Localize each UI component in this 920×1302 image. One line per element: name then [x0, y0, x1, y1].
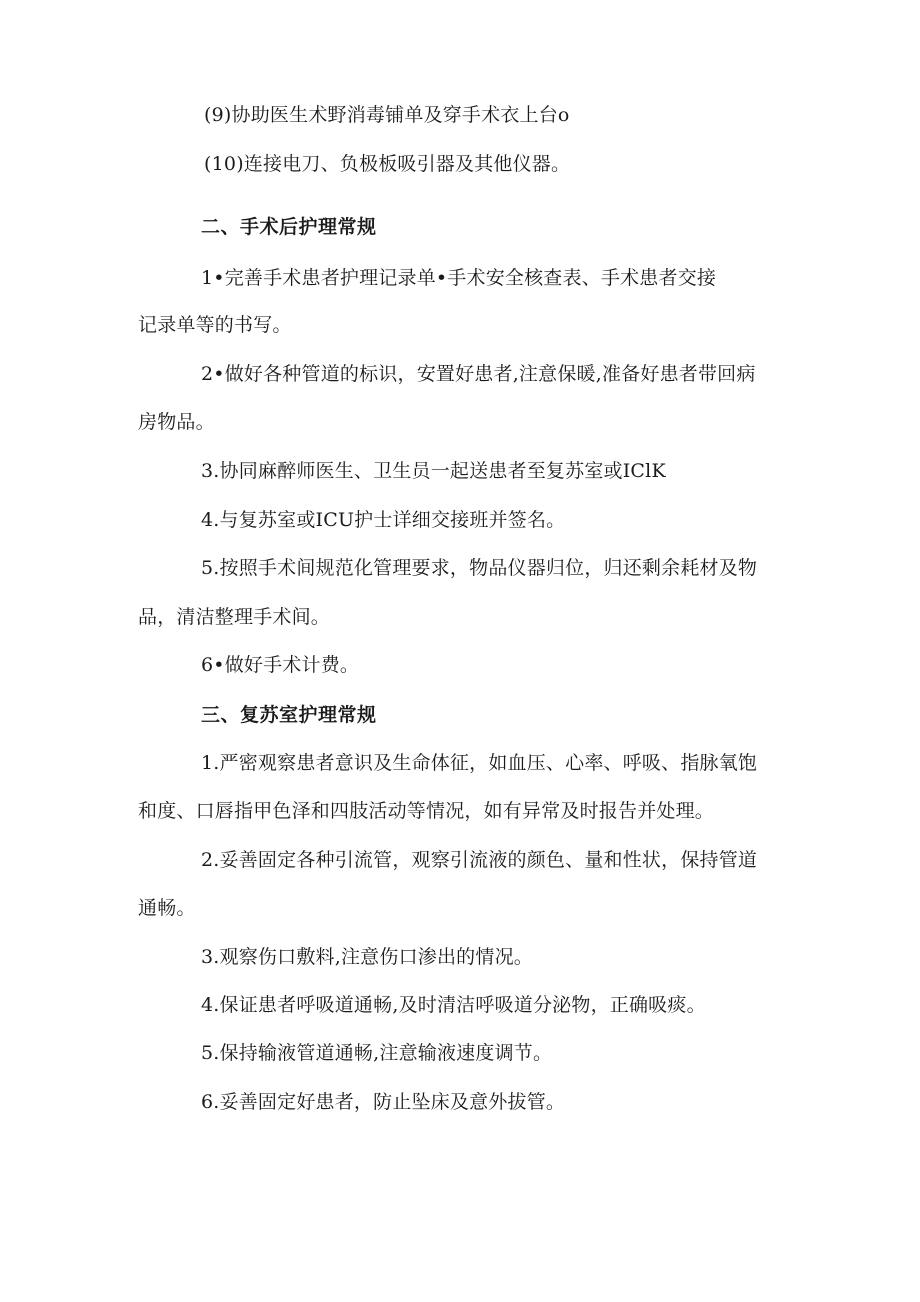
- section-heading-recovery-room: 三、复苏室护理常规: [201, 704, 377, 726]
- recovery-item-3-line: 3.观察伤口敷料,注意伤口渗出的情况。: [201, 946, 533, 968]
- recovery-item-1-line-1: 1.严密观察患者意识及生命体征，如血压、心率、呼吸、指脉氧饱: [201, 752, 758, 774]
- section-heading-post-op: 二、手术后护理常规: [201, 216, 377, 238]
- recovery-item-2-line-2: 通畅。: [138, 897, 196, 919]
- post-op-item-4-line: 4.与复苏室或ICU护士详细交接班并签名。: [201, 509, 566, 531]
- post-op-item-1-line-2: 记录单等的书写。: [138, 314, 292, 336]
- recovery-item-4-line: 4.保证患者呼吸道通畅,及时清洁呼吸道分泌物，正确吸痰。: [201, 994, 706, 1016]
- recovery-item-6-line: 6.妥善固定好患者，防止坠床及意外拔管。: [201, 1091, 566, 1113]
- recovery-item-5-line: 5.保持输液管道通畅,注意输液速度调节。: [201, 1042, 553, 1064]
- post-op-item-2-line-1: 2•做好各种管道的标识，安置好患者,注意保暖,准备好患者带回病: [201, 363, 756, 385]
- post-op-item-6-line: 6•做好手术计费。: [201, 654, 360, 676]
- post-op-item-5-line-2: 品，清洁整理手术间。: [138, 606, 331, 628]
- recovery-item-1-line-2: 和度、口唇指甲色泽和四肢活动等情况，如有异常及时报告并处理。: [138, 800, 715, 822]
- post-op-item-5-line-1: 5.按照手术间规范化管理要求，物品仪器归位，归还剩余耗材及物: [201, 557, 758, 579]
- post-op-item-2-line-2: 房物品。: [138, 411, 215, 433]
- post-op-item-1-line-1: 1•完善手术患者护理记录单•手术安全核查表、手术患者交接: [201, 267, 717, 289]
- item-10-line: (10)连接电刀、负极板吸引器及其他仪器。: [204, 153, 571, 175]
- post-op-item-3-line: 3.协同麻醉师医生、卫生员一起送患者至复苏室或IClK: [201, 460, 666, 482]
- recovery-item-2-line-1: 2.妥善固定各种引流管，观察引流液的颜色、量和性状，保持管道: [201, 849, 758, 871]
- item-9-line: (9)协助医生术野消毒铺单及穿手术衣上台o: [204, 104, 570, 126]
